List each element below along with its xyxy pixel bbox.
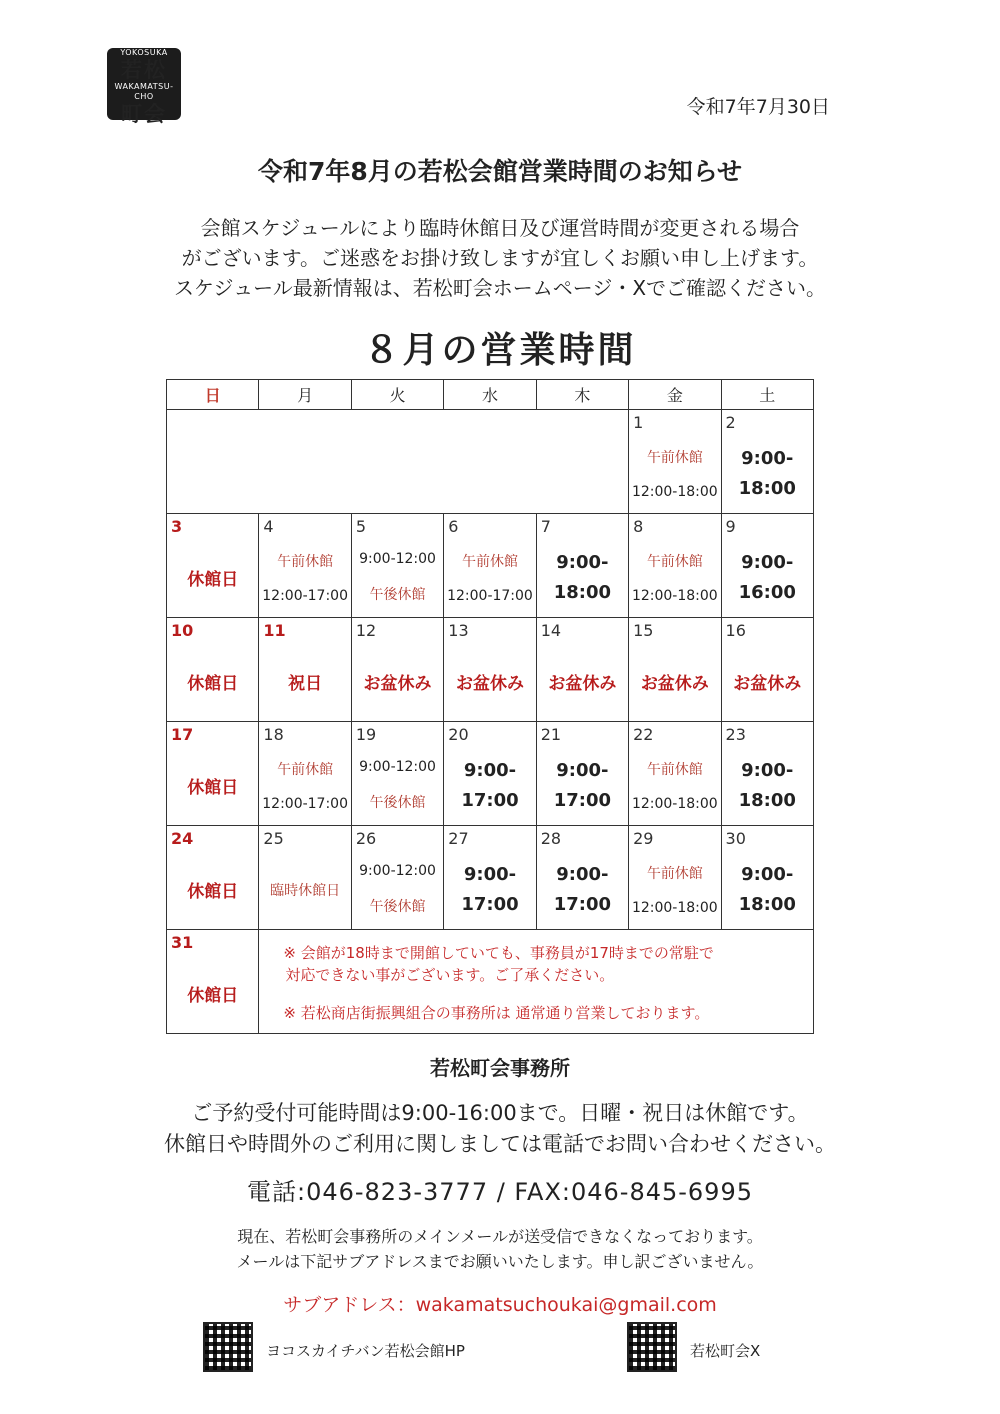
note-line: ※ 会館が18時まで開館していても、事務員が17時までの常駐で: [283, 944, 714, 962]
calendar-day-cell: [721, 410, 813, 514]
calendar-day-cell: [721, 826, 813, 930]
day-content: [352, 646, 443, 717]
calendar-week-row: [167, 826, 814, 930]
day-content: [167, 646, 258, 717]
day-number: 1: [633, 413, 644, 432]
opening-hours: 9:00-12:00: [359, 862, 436, 879]
day-content: [352, 854, 443, 925]
qr-label-x: 若松町会X: [690, 1342, 761, 1360]
day-content: [259, 750, 350, 821]
status-note: 午前休館: [646, 449, 703, 466]
calendar-day-cell: [444, 722, 536, 826]
intro-line: スケジュール最新情報は、若松町会ホームページ・Xでご確認ください。: [173, 276, 827, 300]
closed-label: 祝日: [288, 674, 323, 694]
opening-hours: 9:00-: [741, 551, 794, 573]
closed-label: お盆休み: [548, 674, 617, 694]
day-content: [629, 854, 720, 925]
day-number: 20: [448, 725, 469, 744]
closed-label: お盆休み: [733, 674, 802, 694]
calendar-table: [166, 379, 814, 1034]
calendar-day-cell: [167, 514, 259, 618]
opening-hours: 9:00-: [741, 759, 794, 781]
note-line: ※ 若松商店街振興組合の事務所は 通常通り営業しております。: [283, 1004, 710, 1022]
day-content: [444, 542, 535, 613]
opening-hours: 9:00-: [741, 447, 794, 469]
day-number: 16: [725, 621, 746, 640]
status-note: 臨時休館日: [270, 882, 341, 899]
calendar-day-cell: [259, 514, 351, 618]
calendar-day-cell: [167, 618, 259, 722]
opening-hours: 17:00: [553, 789, 612, 811]
day-number: 17: [171, 725, 194, 744]
opening-hours: 18:00: [738, 789, 796, 811]
calendar-day-cell: [351, 722, 443, 826]
day-number: 14: [540, 621, 562, 640]
day-content: [537, 542, 628, 613]
weekday-header: 日: [167, 380, 259, 410]
day-number: 13: [448, 621, 469, 640]
calendar-day-cell: [351, 514, 443, 618]
calendar-day-cell: [259, 618, 351, 722]
day-number: 2: [725, 413, 736, 432]
day-content: [629, 750, 720, 821]
day-content: [352, 750, 443, 821]
opening-hours: 17:00: [461, 893, 519, 915]
calendar-week-row: [167, 722, 814, 826]
calendar-day-cell: [721, 722, 813, 826]
day-content: [629, 646, 720, 717]
calendar-week-row: [167, 930, 814, 1034]
opening-hours: 18:00: [553, 581, 612, 603]
day-content: [444, 854, 535, 925]
opening-hours: 12:00-17:00: [262, 796, 348, 813]
day-number: 28: [540, 829, 562, 848]
day-content: [444, 750, 535, 821]
day-content: [167, 854, 258, 925]
mail-notice-line: メールは下記サブアドレスまでお願いいたします。申し訳ございません。: [236, 1252, 764, 1271]
day-number: 26: [355, 829, 377, 848]
status-note: 午後休館: [369, 587, 426, 604]
calendar-day-cell: [351, 826, 443, 930]
intro-line: がございます。ご迷惑をお掛け致しますが宜しくお願い申し上げます。: [181, 246, 819, 270]
day-content: [629, 438, 720, 509]
day-number: 5: [355, 517, 367, 536]
info-line: 休館日や時間外のご利用に関しましては電話でお問い合わせください。: [164, 1132, 836, 1156]
calendar-day-cell: [629, 722, 721, 826]
intro-line: 会館スケジュールにより臨時休館日及び運営時間が変更される場合: [200, 216, 800, 240]
calendar-day-cell: [444, 514, 536, 618]
calendar-notes: [259, 934, 813, 1024]
logo: [107, 48, 181, 126]
day-content: [259, 542, 350, 613]
calendar-day-cell: [351, 618, 443, 722]
day-number: 19: [355, 725, 377, 744]
weekday-header-row: [167, 380, 814, 410]
day-number: 6: [448, 517, 459, 536]
calendar-day-cell: [629, 826, 721, 930]
weekday-header: 水: [444, 380, 536, 410]
opening-hours: 9:00-: [556, 863, 609, 885]
calendar-notes-cell: [259, 930, 814, 1034]
status-note: 午前休館: [461, 553, 518, 570]
opening-hours: 12:00-18:00: [631, 484, 718, 501]
logo-line1: 若松: [121, 58, 167, 82]
opening-hours: 9:00-12:00: [359, 758, 436, 775]
calendar-week-row: [167, 410, 814, 514]
calendar-day-cell: [444, 618, 536, 722]
status-note: 午前休館: [277, 553, 334, 570]
opening-hours: 9:00-: [463, 863, 517, 885]
day-content: [259, 854, 350, 925]
day-content: [167, 542, 258, 613]
day-number: 30: [725, 829, 746, 848]
status-note: 午後休館: [369, 899, 426, 916]
qr-code-icon[interactable]: [627, 1322, 677, 1372]
day-number: 29: [633, 829, 654, 848]
day-content: [629, 542, 720, 613]
office-name: 若松町会事務所: [430, 1056, 570, 1080]
weekday-header: 木: [536, 380, 628, 410]
calendar-day-cell: [167, 826, 259, 930]
closed-label: お盆休み: [455, 674, 524, 694]
calendar-day-cell: [721, 618, 813, 722]
closed-label: 休館日: [187, 570, 239, 590]
phone-fax: 電話:046-823-3777 / FAX:046-845-6995: [246, 1178, 753, 1206]
info-line: ご予約受付可能時間は9:00-16:00まで。日曜・祝日は休館です。: [191, 1101, 809, 1125]
status-note: 午前休館: [646, 761, 703, 778]
day-number: 3: [171, 517, 183, 536]
logo-line2: 町会: [121, 102, 167, 126]
day-content: [722, 646, 813, 717]
status-note: 午後休館: [369, 795, 426, 812]
issue-date: 令和7年7月30日: [686, 96, 830, 118]
calendar-day-cell: [536, 514, 628, 618]
day-content: [722, 438, 813, 509]
status-note: 午前休館: [646, 865, 703, 882]
closed-label: お盆休み: [363, 674, 432, 694]
day-number: 21: [540, 725, 562, 744]
calendar-day-cell: [259, 826, 351, 930]
weekday-header: 土: [721, 380, 813, 410]
note-line: 対応できない事がございます。ご了承ください。: [285, 966, 615, 984]
weekday-header: 月: [259, 380, 351, 410]
calendar-empty-cell: [167, 410, 629, 514]
day-number: 23: [725, 725, 746, 744]
opening-hours: 9:00-: [556, 759, 609, 781]
day-content: [167, 958, 258, 1029]
day-number: 4: [263, 517, 274, 536]
day-content: [722, 750, 813, 821]
calendar-day-cell: [167, 722, 259, 826]
opening-hours: 12:00-17:00: [262, 588, 348, 605]
calendar-day-cell: [536, 826, 628, 930]
calendar-day-cell: [259, 722, 351, 826]
weekday-header: 金: [629, 380, 721, 410]
day-content: [444, 646, 535, 717]
day-number: 22: [633, 725, 654, 744]
opening-hours: 17:00: [461, 789, 519, 811]
closed-label: 休館日: [187, 778, 239, 798]
calendar-day-cell: [536, 722, 628, 826]
day-number: 7: [540, 517, 551, 536]
opening-hours: 9:00-: [556, 551, 609, 573]
calendar-day-cell: [167, 930, 259, 1034]
day-content: [722, 854, 813, 925]
opening-hours: 9:00-12:00: [359, 550, 436, 567]
day-number: 8: [633, 517, 644, 536]
closed-label: 休館日: [187, 674, 239, 694]
day-number: 27: [448, 829, 469, 848]
day-content: [537, 646, 628, 717]
day-number: 10: [171, 621, 194, 640]
sub-email-address[interactable]: サブアドレス：wakamatsuchoukai@gmail.com: [283, 1294, 717, 1316]
calendar-week-row: [167, 618, 814, 722]
day-content: [537, 750, 628, 821]
mail-notice-line: 現在、若松町会事務所のメインメールが送受信できなくなっております。: [237, 1227, 763, 1246]
day-number: 31: [171, 933, 194, 952]
day-number: 25: [263, 829, 284, 848]
day-content: [537, 854, 628, 925]
calendar-title: ８月の営業時間: [363, 330, 637, 371]
day-content: [259, 646, 350, 717]
opening-hours: 16:00: [738, 581, 796, 603]
day-number: 11: [263, 621, 286, 640]
opening-hours: 9:00-: [741, 863, 794, 885]
page-title: 令和7年8月の若松会館営業時間のお知らせ: [257, 157, 743, 186]
day-number: 24: [171, 829, 194, 848]
closed-label: お盆休み: [640, 674, 709, 694]
qr-label-hp: ヨコスカイチバン若松会館HP: [266, 1342, 465, 1360]
opening-hours: 12:00-17:00: [447, 588, 533, 605]
mail-notice: [0, 1224, 1000, 1274]
weekday-header: 火: [351, 380, 443, 410]
calendar-day-cell: [629, 514, 721, 618]
calendar-week-row: [167, 514, 814, 618]
day-number: 12: [355, 621, 377, 640]
logo-bottom-text: WAKAMATSU-CHO: [114, 82, 174, 101]
calendar-day-cell: [629, 618, 721, 722]
opening-hours: 12:00-18:00: [631, 900, 718, 917]
opening-hours: 18:00: [738, 893, 796, 915]
calendar-day-cell: [444, 826, 536, 930]
qr-code-icon[interactable]: [203, 1322, 253, 1372]
opening-hours: 12:00-18:00: [631, 796, 718, 813]
closed-label: 休館日: [187, 882, 239, 902]
logo-top-text: YOKOSUKA: [120, 48, 168, 57]
opening-hours: 9:00-: [463, 759, 517, 781]
calendar-day-cell: [721, 514, 813, 618]
status-note: 午前休館: [277, 761, 334, 778]
opening-hours: 12:00-18:00: [631, 588, 718, 605]
day-content: [167, 750, 258, 821]
calendar-day-cell: [629, 410, 721, 514]
day-number: 9: [725, 517, 736, 536]
day-number: 15: [633, 621, 654, 640]
day-number: 18: [263, 725, 284, 744]
closed-label: 休館日: [187, 986, 239, 1006]
opening-hours: 17:00: [553, 893, 612, 915]
opening-hours: 18:00: [738, 477, 796, 499]
intro-text: [120, 213, 880, 303]
calendar-day-cell: [536, 618, 628, 722]
office-info: [0, 1098, 1000, 1160]
day-content: [352, 542, 443, 613]
status-note: 午前休館: [646, 553, 703, 570]
day-content: [722, 542, 813, 613]
